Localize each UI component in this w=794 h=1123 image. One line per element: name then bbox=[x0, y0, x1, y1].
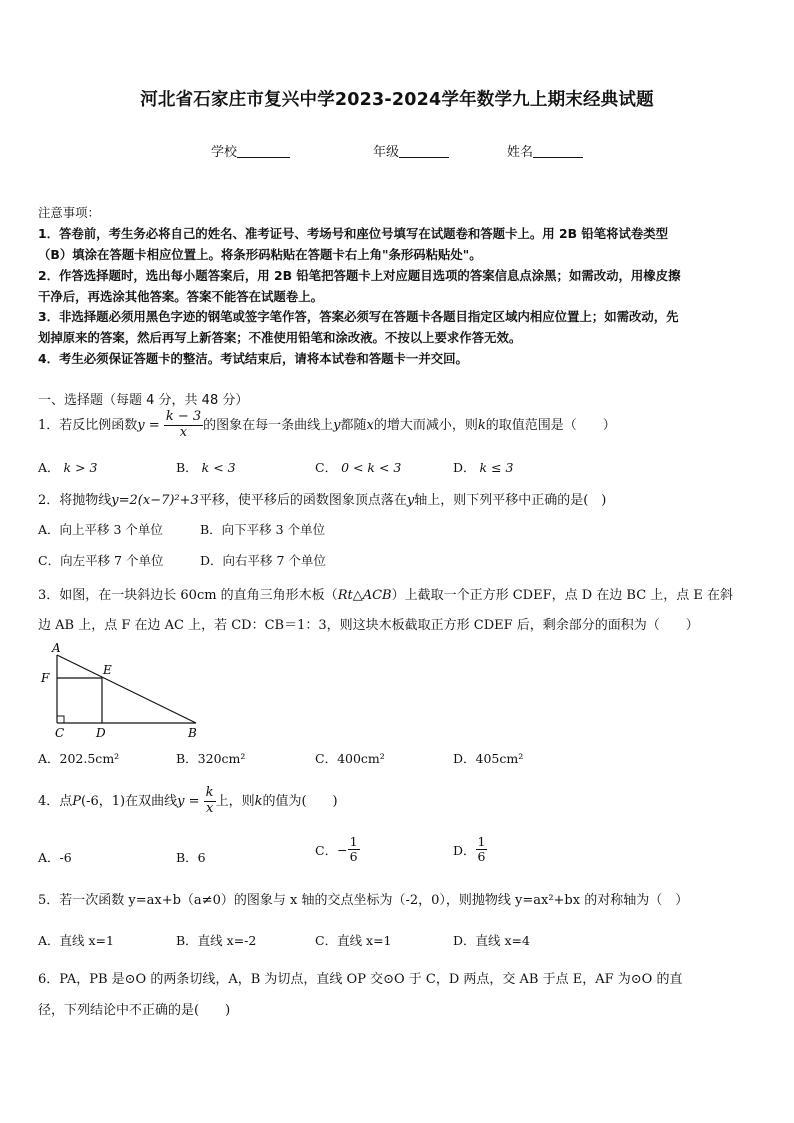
q1-text-3: 都随 bbox=[340, 417, 367, 433]
q4-option-d-fraction bbox=[476, 835, 488, 865]
q3-triangle: Rt△ACB bbox=[337, 588, 392, 603]
q4-denominator: x bbox=[205, 800, 214, 816]
q1-option-b[interactable] bbox=[176, 458, 236, 476]
label-f: F bbox=[41, 671, 50, 685]
q4-var-y: y bbox=[177, 793, 185, 809]
question-6-line-1: 6．PA，PB 是⊙O 的两条切线，A，B 为切点，直线 OP 交⊙O 于 C，D 两点，交 AB 于点 E，AF 为⊙O 的直 bbox=[38, 972, 683, 987]
note-4: 4．考生必须保证答题卡的整洁。考试结束后，请将本试卷和答题卡一并交回。 bbox=[38, 351, 468, 366]
q3-text: 3．如图，在一块斜边长 60cm 的直角三角形木板（ bbox=[38, 588, 338, 603]
label-d: D bbox=[96, 726, 106, 740]
note-3a: 3．非选择题必须用黑色字迹的钢笔或签字笔作答，答案必须写在答题卡各题目指定区域内相应位置上；如需改动，先 bbox=[38, 309, 679, 324]
q3-option-b[interactable]: B．320cm² bbox=[176, 751, 246, 766]
q1-fraction bbox=[164, 410, 203, 441]
grade-field bbox=[373, 141, 449, 160]
q1-text-4: 的增大而减小，则 bbox=[373, 417, 478, 433]
q4-option-c-label: C． bbox=[315, 842, 338, 858]
q4-option-d[interactable] bbox=[453, 835, 487, 865]
q4-numerator: k bbox=[205, 785, 214, 800]
q4-text-2: 在双曲线 bbox=[125, 793, 178, 809]
q1-option-b-value: k < 3 bbox=[201, 460, 236, 475]
question-1 bbox=[38, 410, 616, 441]
q1-option-b-label: B． bbox=[176, 460, 198, 475]
q1-option-a-label: A． bbox=[38, 460, 60, 475]
q4-var-k: k bbox=[254, 793, 263, 809]
q4-option-d-den: 6 bbox=[477, 849, 486, 865]
q3-option-a[interactable]: A．202.5cm² bbox=[38, 751, 120, 766]
note-1a: 1．答卷前，考生务必将自己的姓名、准考证号、考场号和座位号填写在试题卷和答题卡上。用 2B 铅笔将试卷类型 bbox=[38, 226, 669, 241]
q4-option-c[interactable] bbox=[315, 835, 360, 865]
q4-text: 4．点 bbox=[38, 793, 73, 809]
q1-denominator: x bbox=[179, 424, 188, 440]
q4-option-d-num: 1 bbox=[477, 834, 486, 849]
q4-option-c-sign: − bbox=[337, 842, 348, 858]
q2-option-d[interactable]: D．向右平移 7 个单位 bbox=[200, 553, 326, 568]
q2-option-a[interactable]: A．向上平移 3 个单位 bbox=[38, 522, 163, 537]
school-blank[interactable] bbox=[237, 144, 290, 158]
page-title: 河北省石家庄市复兴中学2023-2024学年数学九上期末经典试题 bbox=[140, 90, 654, 110]
question-3-line-2: 边 AB 上，点 F 在边 AC 上，若 CD：CB＝1：3，则这块木板截取正方形 CDEF 后，剩余部分的面积为（ ） bbox=[38, 618, 699, 633]
q1-option-d-label: D． bbox=[453, 460, 476, 475]
label-b: B bbox=[188, 726, 197, 740]
note-2a: 2．作答选择题时，选出每小题答案后，用 2B 铅笔把答题卡上对应题目选项的答案信息点涂黑；如需改动，用橡皮擦 bbox=[38, 268, 681, 283]
q1-text-5: 的取值范围是（ ） bbox=[485, 417, 616, 433]
q1-var-k: k bbox=[477, 417, 486, 433]
q5-option-c[interactable]: C．直线 x=1 bbox=[315, 933, 392, 948]
q2-text: 2．将抛物线 bbox=[38, 493, 112, 508]
q5-option-a[interactable]: A．直线 x=1 bbox=[38, 933, 114, 948]
q1-option-a-value: k > 3 bbox=[63, 460, 98, 475]
notes-header: 注意事项： bbox=[38, 205, 100, 220]
q2-text-3: 轴上，则下列平移中正确的是( ) bbox=[414, 493, 607, 508]
q4-text-4: 的值为( ) bbox=[262, 793, 338, 809]
q1-option-c-value: 0 < k < 3 bbox=[341, 460, 402, 475]
q1-numerator: k − 3 bbox=[165, 409, 202, 424]
q2-text-2: 平移，使平移后的函数图象顶点落在 bbox=[198, 493, 407, 508]
q1-text: 1．若反比例函数 bbox=[38, 417, 138, 433]
q3-option-c[interactable]: C．400cm² bbox=[315, 751, 385, 766]
q4-var-p: P bbox=[72, 793, 82, 809]
section-heading: 一、选择题（每题 4 分，共 48 分） bbox=[38, 393, 249, 408]
q3-triangle-figure bbox=[36, 640, 206, 740]
q3-option-d[interactable]: D．405cm² bbox=[453, 751, 524, 766]
q4-option-d-label: D． bbox=[453, 842, 476, 858]
q4-coordinates: (-6，1) bbox=[81, 793, 126, 809]
q5-option-d[interactable]: D．直线 x=4 bbox=[453, 933, 530, 948]
right-angle-mark bbox=[57, 716, 64, 723]
label-c: C bbox=[55, 726, 65, 740]
note-2b: 干净后，再选涂其他答案。答案不能答在试题卷上。 bbox=[38, 289, 323, 304]
name-blank[interactable] bbox=[533, 144, 583, 158]
name-label: 姓名 bbox=[507, 145, 534, 160]
question-6-line-2: 径，下列结论中不正确的是( ) bbox=[38, 1003, 231, 1018]
q3-text-2: ）上截取一个正方形 CDEF，点 D 在边 BC 上，点 E 在斜 bbox=[391, 588, 734, 603]
q1-var-y2: y bbox=[333, 417, 341, 433]
question-4 bbox=[38, 786, 338, 817]
name-field bbox=[507, 141, 583, 160]
q1-option-d[interactable] bbox=[453, 458, 513, 476]
q4-option-c-den: 6 bbox=[349, 849, 358, 865]
q1-option-d-value: k ≤ 3 bbox=[479, 460, 514, 475]
q1-option-c-label: C． bbox=[315, 460, 338, 475]
label-e: E bbox=[103, 663, 112, 677]
edge-ab bbox=[57, 655, 196, 723]
q2-option-c[interactable]: C．向左平移 7 个单位 bbox=[38, 553, 164, 568]
grade-blank[interactable] bbox=[399, 144, 449, 158]
question-2 bbox=[38, 489, 606, 508]
q1-text-2: 的图象在每一条曲线上 bbox=[203, 417, 334, 433]
note-1b: （B）填涂在答题卡相应位置上。将条形码粘贴在答题卡右上角"条形码粘贴处"。 bbox=[38, 247, 482, 262]
q1-var-x: x bbox=[366, 417, 374, 433]
q4-option-c-fraction bbox=[348, 835, 360, 865]
q2-var-y: y bbox=[406, 493, 415, 508]
q4-text-3: 上，则 bbox=[215, 793, 255, 809]
q5-option-b[interactable]: B．直线 x=-2 bbox=[176, 933, 257, 948]
q4-option-a[interactable]: A．-6 bbox=[38, 850, 72, 865]
label-a: A bbox=[52, 641, 61, 655]
grade-label: 年级 bbox=[373, 145, 400, 160]
note-3b: 划掉原来的答案，然后再写上新答案；不准使用铅笔和涂改液。不按以上要求作答无效。 bbox=[38, 330, 522, 345]
q2-expression: y=2(x−7)²+3 bbox=[111, 493, 199, 508]
q1-option-c[interactable] bbox=[315, 458, 401, 476]
school-field bbox=[211, 141, 290, 160]
q1-eq: = bbox=[144, 417, 164, 433]
q4-eq: = bbox=[184, 793, 204, 809]
q4-fraction bbox=[204, 786, 216, 817]
question-3-line-1 bbox=[38, 584, 733, 603]
school-label: 学校 bbox=[211, 145, 238, 160]
q1-option-a[interactable] bbox=[38, 458, 97, 476]
question-5: 5．若一次函数 y=ax+b（a≠0）的图象与 x 轴的交点坐标为（-2，0），则抛物线 y=ax²+bx 的对称轴为（ ） bbox=[38, 893, 689, 908]
q4-option-b[interactable]: B．6 bbox=[176, 850, 206, 865]
q4-option-c-num: 1 bbox=[349, 834, 358, 849]
q2-option-b[interactable]: B．向下平移 3 个单位 bbox=[200, 522, 326, 537]
q1-var-y: y bbox=[137, 417, 145, 433]
